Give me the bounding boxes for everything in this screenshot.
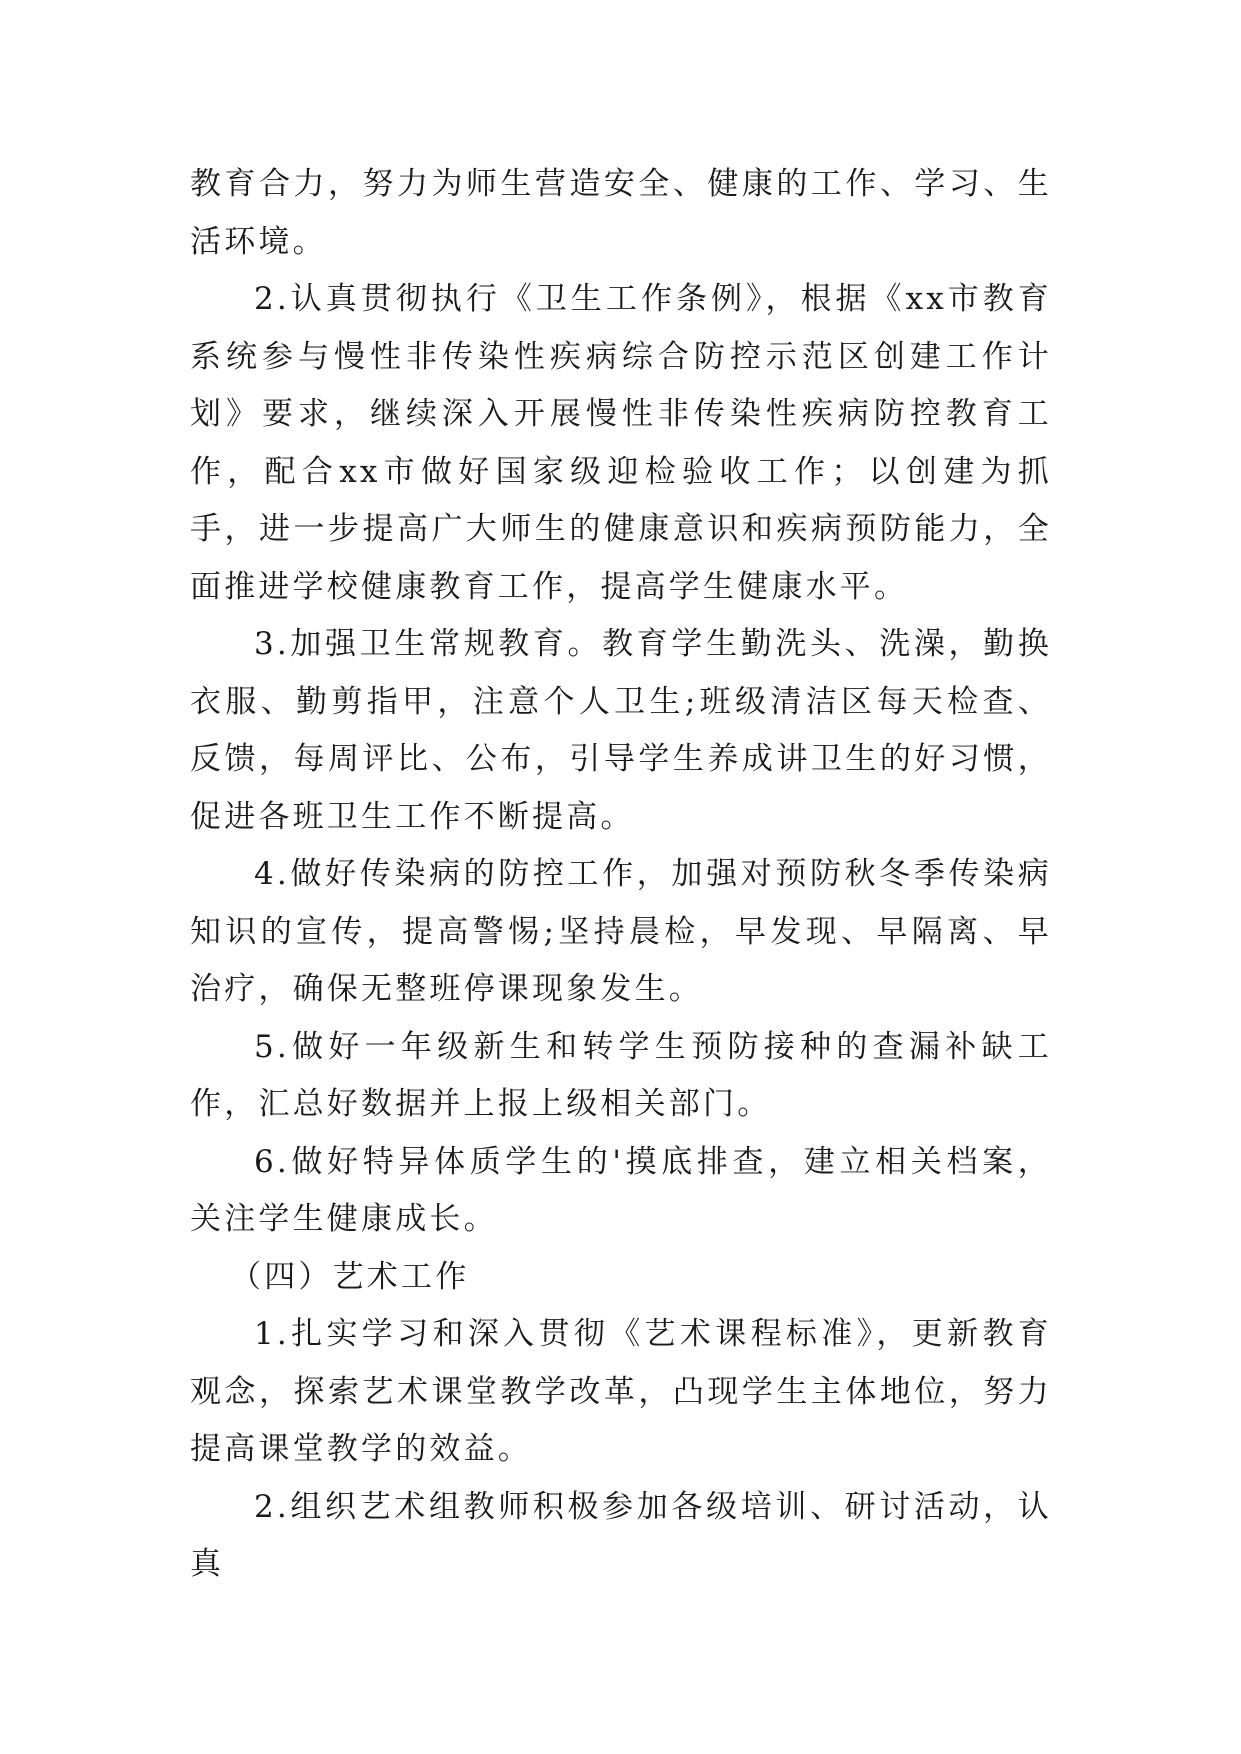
paragraph-art-item-2: 2.组织艺术组教师积极参加各级培训、研讨活动，认真 <box>190 1488 1052 1582</box>
paragraph-continuation: 教育合力，努力为师生营造安全、健康的工作、学习、生活环境。 <box>190 166 1052 260</box>
paragraph-art-item-1: 1.扎实学习和深入贯彻《艺术课程标准》，更新教育观念，探索艺术课堂教学改革，凸现学生主体地位，努力提高课堂教学的效益。 <box>190 1316 1052 1467</box>
paragraph-item-4: 4.做好传染病的防控工作，加强对预防秋冬季传染病知识的宣传，提高警惕;坚持晨检，早发现、早隔离、早治疗，确保无整班停课现象发生。 <box>190 856 1052 1007</box>
document-body <box>190 156 1052 1594</box>
paragraph-item-6: 6.做好特异体质学生的'摸底排查，建立相关档案，关注学生健康成长。 <box>190 1143 1052 1237</box>
paragraph-item-3: 3.加强卫生常规教育。教育学生勤洗头、洗澡，勤换衣服、勤剪指甲，注意个人卫生;班级清洁区每天检查、反馈，每周评比、公布，引导学生养成讲卫生的好习惯，促进各班卫生工作不断提高。 <box>190 626 1052 835</box>
paragraph-item-2: 2.认真贯彻执行《卫生工作条例》，根据《xx市教育系统参与慢性非传染性疾病综合防控示范区创建工作计划》要求，继续深入开展慢性非传染性疾病防控教育工作，配合xx市做好国家级迎检验收工作；以创建为抓手，进一步提高广大师生的健康意识和疾病预防能力，全面推进学校健康教育工作，提高学生健康水平。 <box>190 281 1052 605</box>
paragraph-item-5: 5.做好一年级新生和转学生预防接种的查漏补缺工作，汇总好数据并上报上级相关部门。 <box>190 1028 1052 1122</box>
section-heading: （四）艺术工作 <box>230 1258 470 1295</box>
